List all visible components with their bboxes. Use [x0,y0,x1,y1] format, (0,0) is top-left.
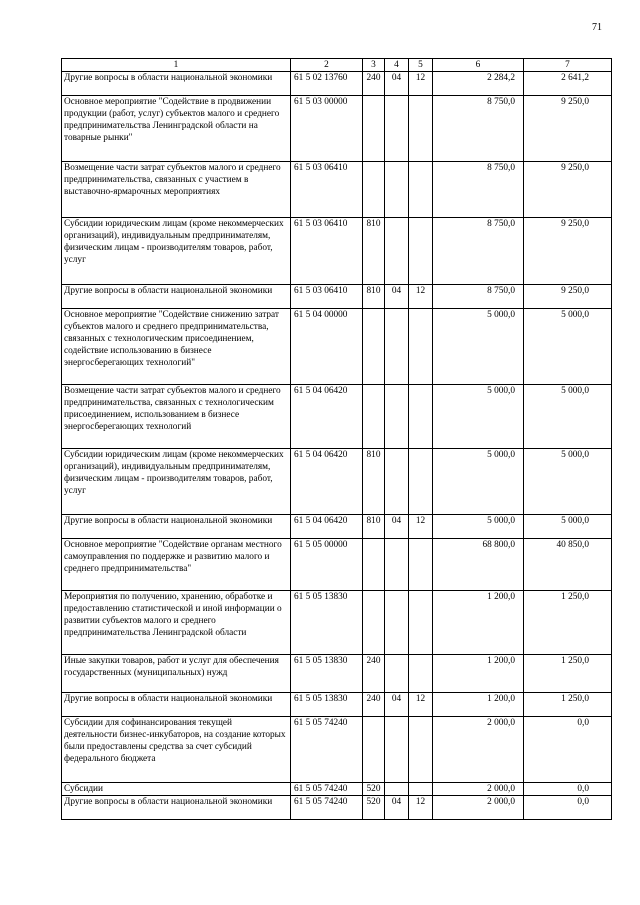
row-value-col6-cell: 8 750,0 [433,218,524,285]
row-value-col6-cell: 1 200,0 [433,655,524,693]
row-name-cell: Другие вопросы в области национальной экономики [62,285,291,309]
row-col5-cell [409,162,433,218]
row-value-col7-cell: 2 641,2 [524,72,612,96]
row-col5-cell [409,309,433,385]
row-value-col7-cell: 5 000,0 [524,309,612,385]
table-header-row [62,59,612,72]
row-col4-cell [385,591,409,655]
row-col3-cell: 240 [363,655,385,693]
page-number: 71 [592,22,602,33]
row-code-cell: 61 5 02 13760 [291,72,363,96]
row-value-col7-cell: 9 250,0 [524,285,612,309]
row-col4-cell: 04 [385,693,409,717]
row-code-cell: 61 5 05 74240 [291,717,363,783]
row-col3-cell: 240 [363,693,385,717]
row-col5-cell [409,591,433,655]
row-value-col7-cell: 5 000,0 [524,449,612,515]
row-col3-cell: 810 [363,515,385,539]
table-row [62,783,612,796]
row-col5-cell: 12 [409,693,433,717]
row-value-col7-cell: 5 000,0 [524,515,612,539]
row-col4-cell: 04 [385,515,409,539]
row-value-col6-cell: 2 000,0 [433,717,524,783]
column-header: 4 [385,59,409,72]
row-col5-cell: 12 [409,515,433,539]
row-col3-cell: 810 [363,285,385,309]
row-value-col6-cell: 2 000,0 [433,796,524,820]
row-col3-cell [363,309,385,385]
row-code-cell: 61 5 05 74240 [291,796,363,820]
row-col4-cell: 04 [385,285,409,309]
row-name-cell: Основное мероприятие "Содействие снижению затрат субъектов малого и среднего предпринимательства, связанных с технологическим присоединением, содействие использованию в бизнесе энергосберегающих технологий" [62,309,291,385]
table-row [62,309,612,385]
row-col5-cell: 12 [409,285,433,309]
row-col5-cell: 12 [409,796,433,820]
row-code-cell: 61 5 03 06410 [291,218,363,285]
table-row [62,693,612,717]
column-header: 6 [433,59,524,72]
row-col4-cell [385,385,409,449]
row-col4-cell [385,309,409,385]
row-value-col6-cell: 5 000,0 [433,449,524,515]
row-value-col7-cell: 0,0 [524,796,612,820]
row-value-col7-cell: 5 000,0 [524,385,612,449]
row-code-cell: 61 5 03 06410 [291,285,363,309]
row-col5-cell [409,449,433,515]
row-col4-cell [385,218,409,285]
row-col4-cell [385,717,409,783]
table-row [62,96,612,162]
row-col3-cell [363,539,385,591]
table-row [62,385,612,449]
row-value-col6-cell: 8 750,0 [433,96,524,162]
row-value-col7-cell: 1 250,0 [524,655,612,693]
row-value-col6-cell: 2 000,0 [433,783,524,796]
row-col3-cell: 520 [363,783,385,796]
row-value-col6-cell: 1 200,0 [433,693,524,717]
row-col3-cell [363,385,385,449]
row-code-cell: 61 5 04 06420 [291,515,363,539]
row-value-col6-cell: 5 000,0 [433,515,524,539]
row-col3-cell [363,96,385,162]
table-row [62,591,612,655]
row-col3-cell [363,162,385,218]
row-code-cell: 61 5 05 74240 [291,783,363,796]
row-col4-cell [385,162,409,218]
column-header: 5 [409,59,433,72]
column-header: 7 [524,59,612,72]
row-col3-cell [363,591,385,655]
row-value-col6-cell: 8 750,0 [433,285,524,309]
row-col5-cell [409,218,433,285]
table-row [62,796,612,820]
row-col4-cell [385,783,409,796]
row-name-cell: Другие вопросы в области национальной экономики [62,693,291,717]
row-code-cell: 61 5 05 13830 [291,591,363,655]
row-code-cell: 61 5 05 13830 [291,655,363,693]
row-col5-cell [409,385,433,449]
row-code-cell: 61 5 05 00000 [291,539,363,591]
row-col5-cell [409,96,433,162]
row-value-col7-cell: 9 250,0 [524,96,612,162]
row-col5-cell [409,783,433,796]
column-header: 2 [291,59,363,72]
row-value-col7-cell: 1 250,0 [524,591,612,655]
column-header: 3 [363,59,385,72]
row-code-cell: 61 5 04 06420 [291,449,363,515]
row-col3-cell [363,717,385,783]
row-code-cell: 61 5 04 06420 [291,385,363,449]
row-col4-cell: 04 [385,796,409,820]
row-col4-cell [385,96,409,162]
row-name-cell: Другие вопросы в области национальной экономики [62,796,291,820]
table-row [62,72,612,96]
table-row [62,515,612,539]
row-value-col6-cell: 2 284,2 [433,72,524,96]
row-value-col6-cell: 5 000,0 [433,309,524,385]
row-name-cell: Возмещение части затрат субъектов малого и среднего предпринимательства, связанных с технологическим присоединением, использованием в бизнесе энергосберегающих технологий [62,385,291,449]
row-value-col6-cell: 8 750,0 [433,162,524,218]
row-col5-cell: 12 [409,72,433,96]
row-name-cell: Другие вопросы в области национальной экономики [62,515,291,539]
row-name-cell: Субсидии для софинансирования текущей деятельности бизнес-инкубаторов, на создание которых были предоставлены средства за счет субсидий федерального бюджета [62,717,291,783]
row-value-col7-cell: 1 250,0 [524,693,612,717]
row-name-cell: Основное мероприятие "Содействие органам местного самоуправления по поддержке и развитию малого и среднего предпринимательства" [62,539,291,591]
row-col3-cell: 520 [363,796,385,820]
row-value-col7-cell: 9 250,0 [524,218,612,285]
table-row [62,449,612,515]
row-col4-cell: 04 [385,72,409,96]
row-name-cell: Мероприятия по получению, хранению, обработке и предоставлению статистической и иной информации о развитии субъектов малого и среднего предпринимательства Ленинградской области [62,591,291,655]
table-row [62,218,612,285]
row-value-col7-cell: 0,0 [524,783,612,796]
row-value-col7-cell: 9 250,0 [524,162,612,218]
row-value-col7-cell: 40 850,0 [524,539,612,591]
row-col5-cell [409,539,433,591]
row-name-cell: Субсидии юридическим лицам (кроме некоммерческих организаций), индивидуальным предпринимателям, физическим лицам - производителям товаров, работ, услуг [62,449,291,515]
row-name-cell: Субсидии юридическим лицам (кроме некоммерческих организаций), индивидуальным предпринимателям, физическим лицам - производителям товаров, работ, услуг [62,218,291,285]
column-header: 1 [62,59,291,72]
row-col4-cell [385,539,409,591]
row-code-cell: 61 5 03 06410 [291,162,363,218]
row-value-col7-cell: 0,0 [524,717,612,783]
row-code-cell: 61 5 04 00000 [291,309,363,385]
row-value-col6-cell: 1 200,0 [433,591,524,655]
table-row [62,539,612,591]
table-row [62,717,612,783]
table-row [62,655,612,693]
row-col3-cell: 810 [363,218,385,285]
row-col3-cell: 240 [363,72,385,96]
row-code-cell: 61 5 05 13830 [291,693,363,717]
row-name-cell: Субсидии [62,783,291,796]
row-name-cell: Иные закупки товаров, работ и услуг для обеспечения государственных (муниципальных) нужд [62,655,291,693]
row-name-cell: Возмещение части затрат субъектов малого и среднего предпринимательства, связанных с участием в выставочно-ярмарочных мероприятиях [62,162,291,218]
row-col3-cell: 810 [363,449,385,515]
row-col5-cell [409,717,433,783]
row-name-cell: Другие вопросы в области национальной экономики [62,72,291,96]
row-value-col6-cell: 5 000,0 [433,385,524,449]
budget-table [61,58,612,820]
row-name-cell: Основное мероприятие "Содействие в продвижении продукции (работ, услуг) субъектов малого и среднего предпринимательства Ленинградской области на товарные рынки" [62,96,291,162]
row-col4-cell [385,449,409,515]
row-col4-cell [385,655,409,693]
row-col5-cell [409,655,433,693]
table-row [62,162,612,218]
table-row [62,285,612,309]
row-code-cell: 61 5 03 00000 [291,96,363,162]
row-value-col6-cell: 68 800,0 [433,539,524,591]
